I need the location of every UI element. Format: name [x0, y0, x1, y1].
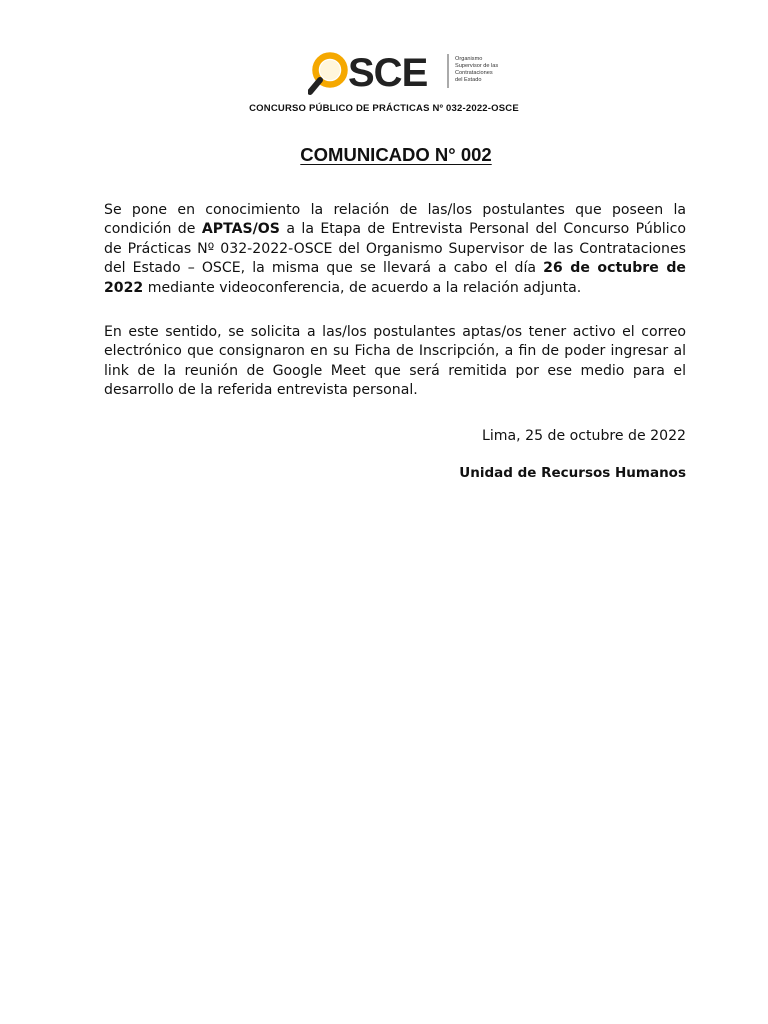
paragraph-text: mediante videoconferencia, de acuerdo a la relación adjunta. — [143, 279, 582, 296]
date-line: Lima, 25 de octubre de 2022 — [482, 428, 686, 444]
paragraph-bold: 26 de octubre de 2022 — [104, 260, 686, 296]
paragraph-bold: APTAS/OS — [201, 221, 280, 238]
logo-tagline-line: Contrataciones — [455, 70, 493, 76]
logo-tagline-line: Organismo — [455, 56, 483, 62]
paragraph-text: Se pone en conocimiento la relación de las/los postulantes que poseen la condición de — [104, 202, 686, 238]
paragraph-instructions: En este sentido, se solicita a las/los postulantes aptas/os tener activo el correo electrónico que consignaron en su Ficha de Inscripción, a fin de poder ingresar al link de la reunión de Google Meet que será remitida por ese medio para el desarrollo de la referida entrevista personal. — [104, 324, 686, 399]
contest-header: CONCURSO PÚBLICO DE PRÁCTICAS Nº 032-2022-OSCE — [249, 103, 519, 114]
logo-wordmark-text: SCE — [348, 51, 428, 95]
paragraph-text: a la Etapa de Entrevista Personal del Concurso Público de Prácticas Nº 032-2022-OSCE del Organismo Supervisor de las Contrataciones del Estado – OSCE, la misma que se llevará a cabo el día — [104, 221, 687, 277]
logo-tagline-line: Supervisor de las — [455, 63, 499, 69]
logo-tagline — [455, 56, 515, 84]
magnifier-icon — [308, 48, 453, 100]
logo-tagline-line: del Estado — [455, 77, 482, 83]
paragraph-notice — [104, 201, 686, 298]
signature: Unidad de Recursos Humanos — [459, 465, 686, 481]
osce-logo — [308, 48, 508, 100]
document-title: COMUNICADO N° 002 — [300, 144, 492, 165]
